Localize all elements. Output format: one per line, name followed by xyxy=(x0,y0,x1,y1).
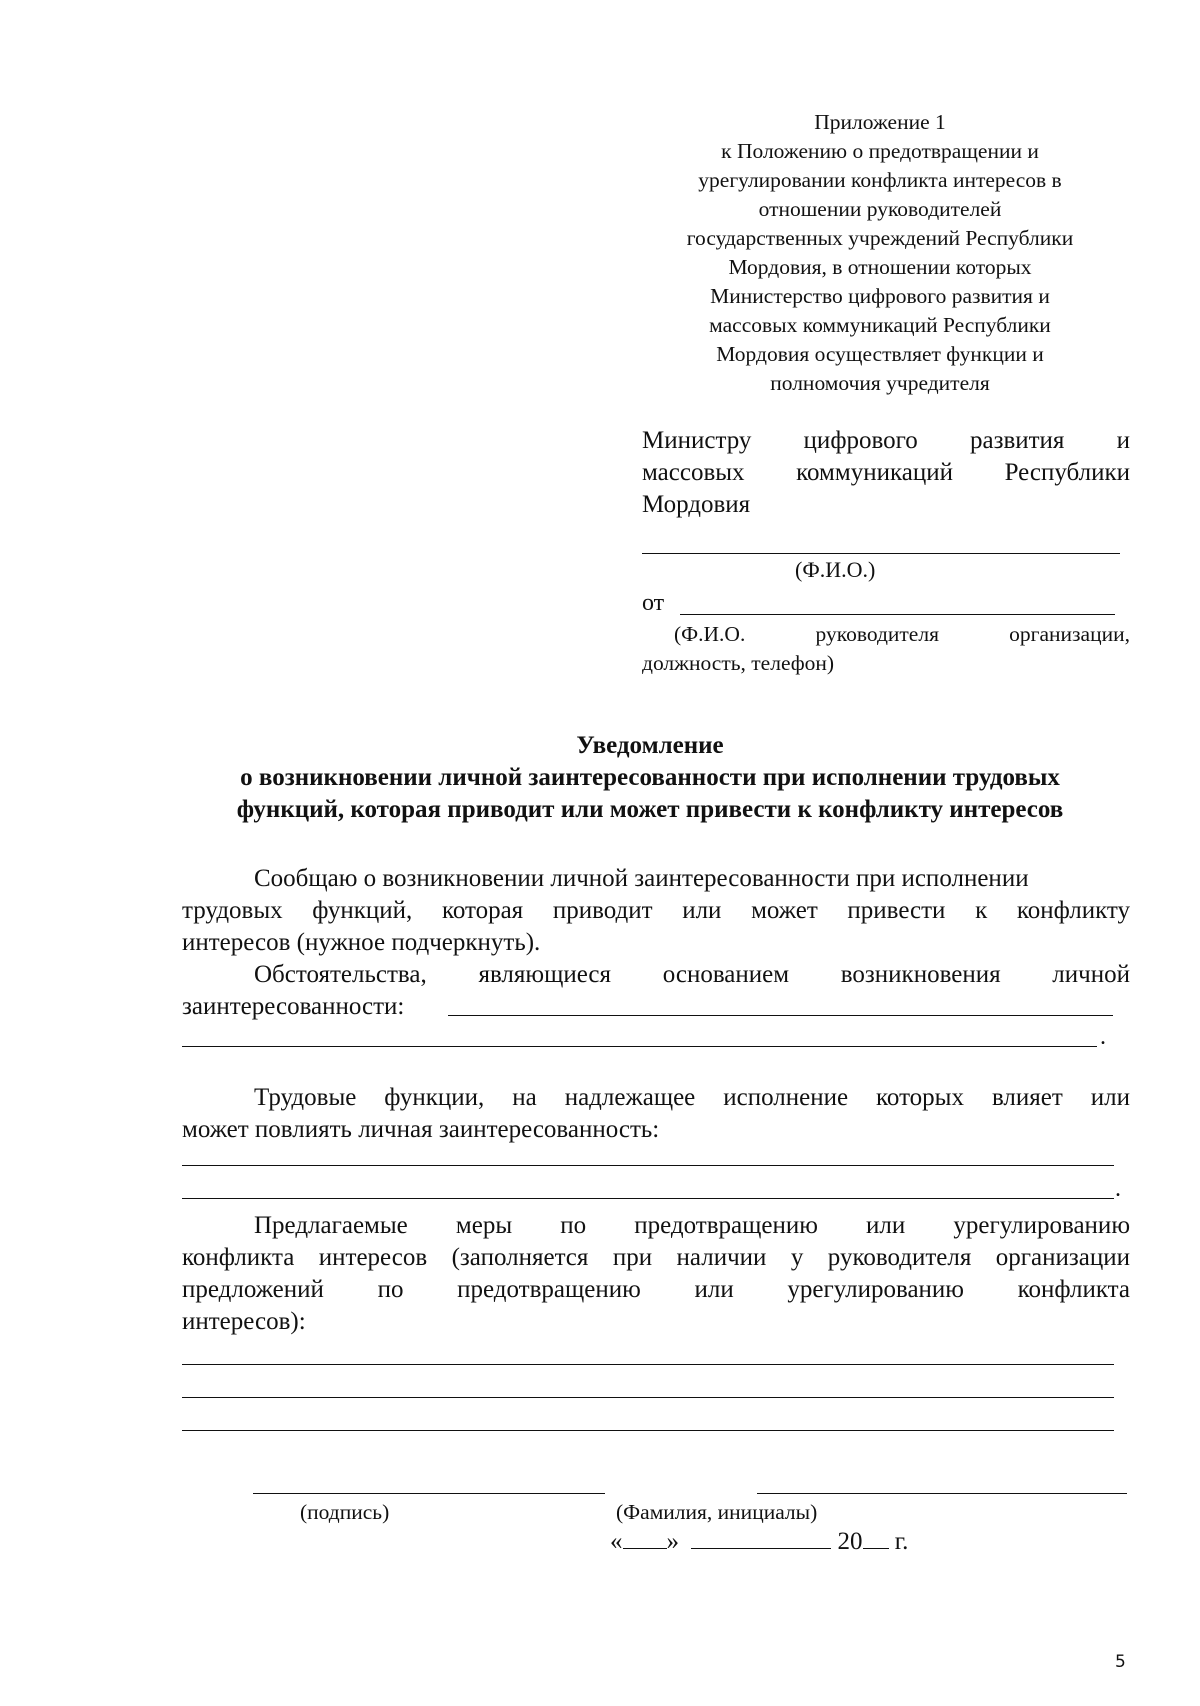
appendix-reference xyxy=(640,108,1120,398)
appendix-line: Мордовия, в отношении которых xyxy=(728,255,1032,279)
paragraph-circumstances xyxy=(182,959,1130,1023)
appendix-line: Министерство цифрового развития и xyxy=(710,284,1050,308)
paragraph-text: Обстоятельства, являющиеся основанием возникновения личной xyxy=(254,961,1130,988)
signature-line[interactable] xyxy=(253,1493,605,1494)
sender-caption-part: организации, xyxy=(1009,622,1130,646)
signature-caption: (подпись) xyxy=(300,1500,390,1524)
paragraph-text: Трудовые функции, на надлежащее исполнение которых влияет или xyxy=(254,1084,1130,1111)
page-number: 5 xyxy=(1115,1652,1126,1672)
period-mark: . xyxy=(1100,1024,1106,1050)
paragraph-text: заинтересованности: xyxy=(182,993,405,1020)
circumstances-fill-line[interactable] xyxy=(448,1015,1113,1016)
day-blank[interactable] xyxy=(623,1528,667,1549)
measures-fill-line[interactable] xyxy=(182,1397,1114,1398)
paragraph-text: Сообщаю о возникновении личной заинтересованности при исполнении xyxy=(254,865,1029,892)
name-caption: (Фамилия, инициалы) xyxy=(616,1500,818,1524)
appendix-line: полномочия учредителя xyxy=(770,371,990,395)
paragraph-text: может повлиять личная заинтересованность: xyxy=(182,1116,660,1143)
duties-fill-line[interactable] xyxy=(182,1165,1114,1166)
addressee-block xyxy=(642,425,1130,521)
title-line: Уведомление xyxy=(576,732,724,759)
paragraph-duties xyxy=(182,1082,1130,1146)
measures-fill-line[interactable] xyxy=(182,1364,1114,1365)
sender-caption-part: руководителя xyxy=(815,622,939,646)
date-quote-close: » xyxy=(666,1528,679,1555)
document-title xyxy=(170,730,1130,826)
year-prefix: 20 xyxy=(837,1528,863,1555)
from-label: от xyxy=(642,590,665,616)
fio-caption: (Ф.И.О.) xyxy=(795,557,876,582)
paragraph-text: Предлагаемые меры по предотвращению или урегулированию xyxy=(254,1212,1130,1239)
circumstances-fill-line[interactable] xyxy=(182,1046,1097,1047)
addressee-line: Мордовия xyxy=(642,491,751,518)
sender-caption xyxy=(642,620,1130,678)
measures-fill-line[interactable] xyxy=(182,1430,1114,1431)
appendix-line: отношении руководителей xyxy=(758,197,1002,221)
paragraph-text: интересов (нужное подчеркнуть). xyxy=(182,929,541,956)
appendix-line: Мордовия осуществляет функции и xyxy=(716,342,1044,366)
year-blank[interactable] xyxy=(863,1528,889,1549)
date-field xyxy=(610,1528,908,1556)
paragraph-text: предложений по предотвращению или урегулированию конфликта xyxy=(182,1276,1130,1303)
appendix-line: массовых коммуникаций Республики xyxy=(709,313,1051,337)
month-blank[interactable] xyxy=(691,1528,831,1549)
sender-name-line[interactable] xyxy=(680,614,1115,615)
appendix-line: урегулировании конфликта интересов в xyxy=(698,168,1062,192)
sender-caption-part: должность, телефон) xyxy=(642,651,835,675)
paragraph-measures xyxy=(182,1210,1130,1338)
addressee-line: массовых коммуникаций Республики xyxy=(642,459,1130,486)
year-suffix: г. xyxy=(894,1528,909,1555)
duties-fill-line[interactable] xyxy=(182,1198,1114,1199)
addressee-line: Министру цифрового развития и xyxy=(642,427,1130,454)
period-mark: . xyxy=(1115,1176,1121,1202)
paragraph-text: трудовых функций, которая приводит или может привести к конфликту xyxy=(182,897,1130,924)
minister-name-line[interactable] xyxy=(642,553,1120,554)
sender-caption-part: (Ф.И.О. xyxy=(674,622,746,646)
appendix-line: к Положению о предотвращении и xyxy=(721,139,1039,163)
paragraph-text: конфликта интересов (заполняется при наличии у руководителя организации xyxy=(182,1244,1130,1271)
appendix-line: государственных учреждений Республики xyxy=(686,226,1074,250)
appendix-line: Приложение 1 xyxy=(814,110,946,134)
title-line: функций, которая приводит или может привести к конфликту интересов xyxy=(236,796,1064,823)
date-quote-open: « xyxy=(610,1528,623,1555)
name-line[interactable] xyxy=(757,1493,1127,1494)
paragraph-text: интересов): xyxy=(182,1308,306,1335)
title-line: о возникновении личной заинтересованности при исполнении трудовых xyxy=(240,764,1060,791)
paragraph-notice xyxy=(182,863,1130,959)
